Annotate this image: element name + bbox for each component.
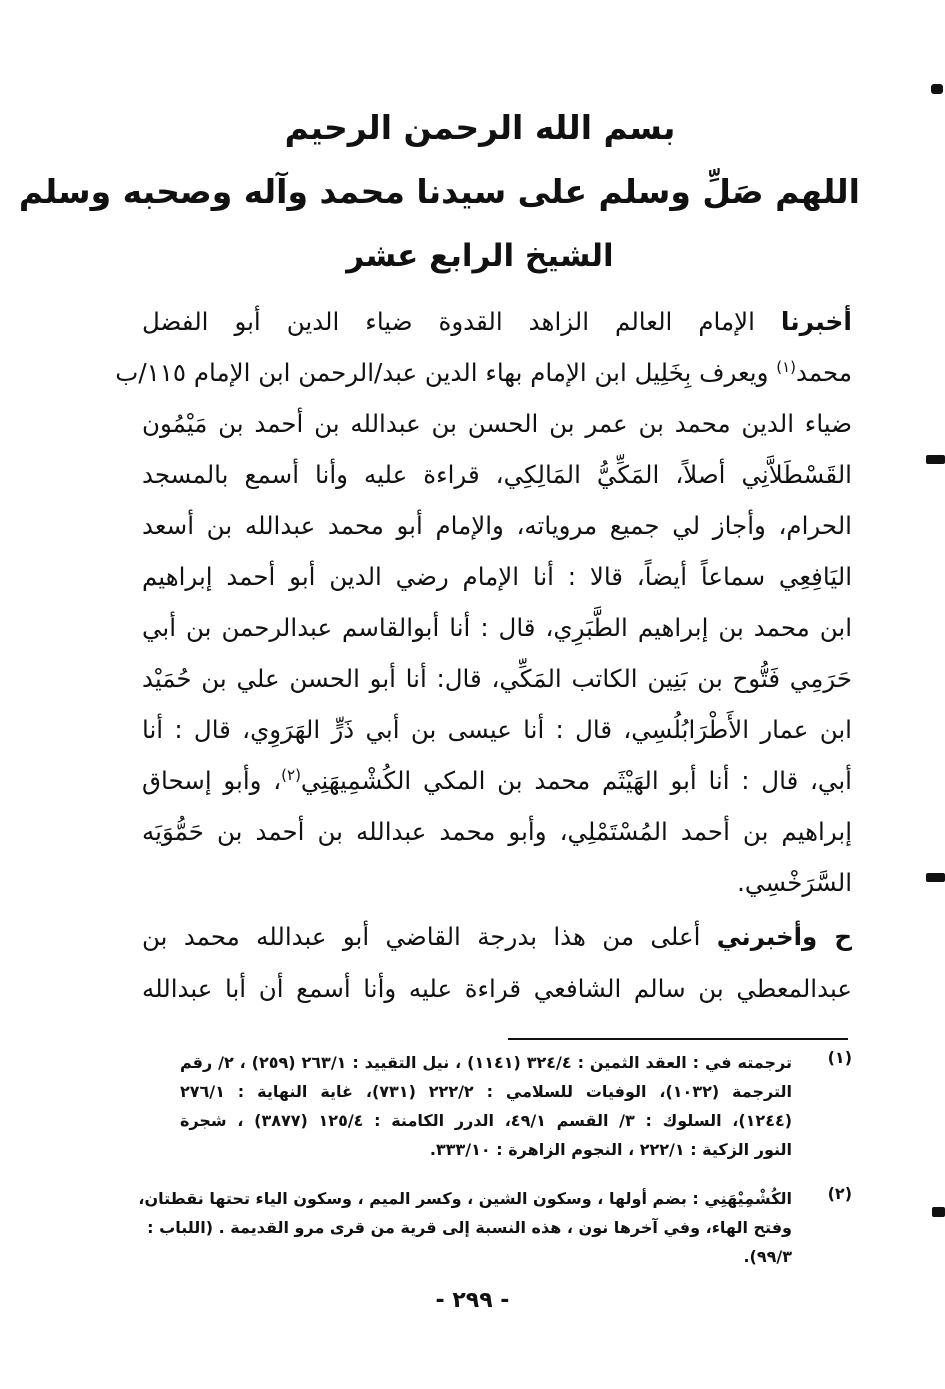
footnote-ref: (٢) (281, 766, 301, 784)
body-line: عبدالمعطي بن سالم الشافعي قراءة عليه وأنا أسمع أن أبا عبدالله (142, 974, 852, 1003)
page-number: - ٢٩٩ - (435, 1288, 510, 1313)
lead-word: أخبرنا (780, 307, 852, 336)
scan-edge-mark (931, 84, 943, 94)
footnote-separator (508, 1038, 848, 1040)
basmala-heading: بسم الله الرحمن الرحيم (284, 108, 676, 147)
shaykh-title: الشيخ الرابع عشر (346, 238, 614, 274)
footnote-line: ٩٩/٣). (743, 1247, 792, 1266)
body-line: ابن عمار الأَطْرَابُلُسِي، قال : أنا عيسى بن أبي ذَرٍّ الهَرَوِي، قال : أنا (142, 715, 852, 744)
footnote-ref: (١) (776, 358, 797, 376)
body-line: ابن محمد بن إبراهيم الطَّبَرِي، قال : أنا أبوالقاسم عبدالرحمن بن أبي (142, 613, 852, 642)
body-line: أخبرنا الإمام العالم الزاهد القدوة ضياء الدين أبو الفضل (142, 307, 852, 336)
footnote-line: ترجمته في : العقد الثمين : ٣٢٤/٤ (١١٤١) ، نيل التقييد : ٢٦٣/١ (٢٥٩) ، ٢/ رقم (180, 1053, 793, 1072)
scan-edge-mark (932, 1207, 945, 1217)
body-line: الحرام، وأجاز لي جميع مروياته، والإمام أبو محمد عبدالله بن أسعد (142, 511, 852, 540)
body-line: ضياء الدين محمد بن عمر بن الحسن بن عبدالله بن أحمد بن مَيْمُون (142, 409, 852, 438)
body-line: السَّرَخْسِي. (737, 868, 852, 897)
body-line: اليَافِعِي سماعاً أيضاً، قالا : أنا الإمام رضي الدين أبو أحمد إبراهيم (142, 562, 852, 591)
body-line: أبي، قال : أنا أبو الهَيْثَم محمد بن المكي الكُشْمِيهَنِي$^{(٢)}$، وأبو إسحاق (142, 766, 852, 795)
footnote-line: (١٢٤٤)، السلوك : ٣/ القسم ٤٩/١، الدرر الكامنة : ١٢٥/٤ (٣٨٧٧) ، شجرة (180, 1111, 793, 1130)
body-line: محمد$^{(١)}$ ويعرف بِخَلِيل ابن الإمام بهاء الدين عبد/الرحمن ابن الإمام ١١٥/ب (115, 358, 852, 387)
body-line: إبراهيم بن أحمد المُسْتَمْلِي، وأبو محمد عبدالله بن أحمد بن حَمُّوَيَه (142, 817, 852, 846)
footnote-number: (١) (827, 1048, 852, 1067)
footnote-number: (٢) (827, 1184, 852, 1203)
paragraph-isnad-1 (115, 296, 852, 908)
salawat-heading: اللهم صَلِّ وسلم على سيدنا محمد وآله وصحبه وسلم (18, 172, 860, 211)
footnote-2 (138, 1184, 852, 1271)
body-line: ح وأخبرني أعلى من هذا بدرجة القاضي أبو عبدالله محمد بن (142, 922, 852, 951)
paragraph-isnad-2 (142, 911, 852, 1015)
body-line: القَسْطَلاَّنِي أصلاً، المَكِّيُّ المَالِكِي، قراءة عليه وأنا أسمع بالمسجد (142, 460, 852, 489)
body-line: حَرَمِي فَتُّوح بن بَنِين الكاتب المَكِّي، قال: أنا أبو الحسن علي بن حُمَيْد (142, 664, 852, 693)
footnote-line: الترجمة (١٠٣٢)، الوفيات للسلامي : ٢٢٢/٢ (٧٣١)، غاية النهاية : ٢٧٦/١ (180, 1082, 792, 1101)
scan-edge-mark (926, 455, 945, 464)
footnote-1 (180, 1048, 852, 1164)
scan-edge-mark (926, 873, 945, 882)
footnote-line: النور الزكية : ٢٢٢/١ ، النجوم الزاهرة : ٣٣٣/١٠. (429, 1140, 792, 1159)
lead-word: ح وأخبرني (716, 922, 852, 951)
footnote-line: الكُشْمِيْهَنِي : بضم أولها ، وسكون الشين ، وكسر الميم ، وسكون الياء تحتها نقطتان، (138, 1189, 792, 1208)
footnote-line: وفتح الهاء، وفي آخرها نون ، هذه النسبة إلى قرية من قرى مرو القديمة . (اللباب : (147, 1218, 792, 1237)
